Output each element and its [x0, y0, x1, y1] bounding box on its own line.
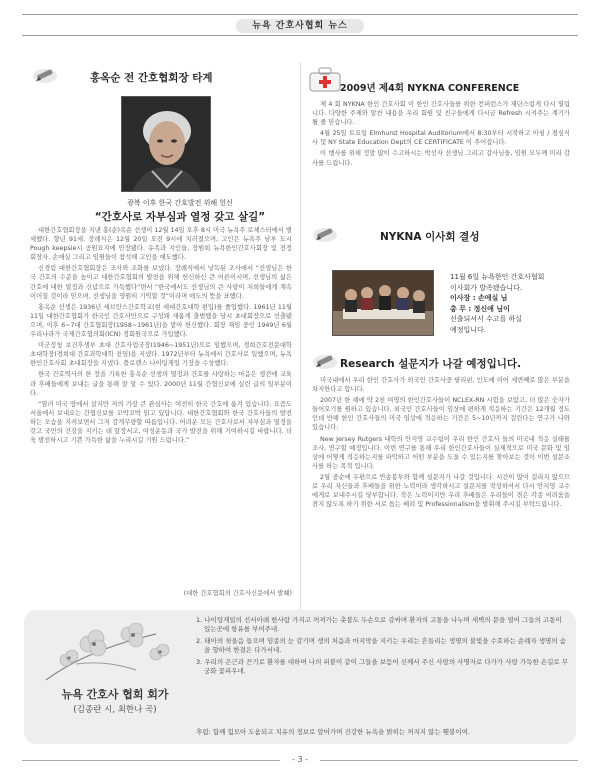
verse: 3. 우리의 은근과 끈기로 환자를 대하며 나의 피붙이 같이 그들을 보듬어 신께서 주신 사랑의 사명자로 다가가 사랑 가득한 손길로 무궁화 꽃피우네.	[196, 657, 568, 676]
paragraph: 4월 25일 토요일 Elmhurst Hospital Auditorium에서 8:30부터 시작하고 아침 / 점심식사 및 NY State Education Dept의 CE CERTIFICATE 이 주어집니다.	[312, 130, 570, 147]
anthem-verses	[196, 616, 570, 678]
board-line: 11월 6일 뉴욕한인 간호사협회	[450, 273, 545, 281]
board-info	[450, 272, 570, 335]
paragraph: 이 행사를 위해 정말 많이 수고하시는 박선자 선생님 그리고 감사님들, 임원 모두께 미리 감사를 드립니다.	[312, 150, 570, 167]
pen-icon	[312, 352, 338, 370]
paragraph: 미국내에서 우리 한인 간호사가 외국인 간호사중 필리핀, 인도에 이어 세번째로 많은 부분을 차지한다고 합니다.	[312, 377, 570, 394]
paragraph: 신경림 대한간호협회장은 조사와 조화를 보냈다. 장례식에서 낭독된 조사에서 “선생님은 한국 간호의 수준을 높이고 대한간호협회의 발전을 위해 헌신하신 큰 어른이시며, 선생님의 삶은 간호에 대한 열정과 신념으로 가득했다”면서 “한국에서도 선생님의 큰 사랑이 저희들에게 계속 이어질 것이라 믿으며, 선생님을 영원히 기억할 것”이라며 애도의 뜻을 표했다.	[30, 265, 292, 300]
column-divider	[300, 62, 301, 642]
quote-title: “간호사로 자부심과 열정 갖고 살길”	[94, 211, 266, 223]
paragraph: 제 4 회 NYKNA 한인 간호사회 이 한인 간호사들를 위한 컨퍼런스가 재단스럽게 다시 열립니다. 다양한 주제와 알찬 내용을 우리 회원 및 친구들에게 다시금 Refresh 시켜주는 계기가 될 줄 믿습니다.	[312, 101, 570, 127]
board-line: 이사회가 발족됐습니다.	[450, 283, 523, 292]
obituary-heading: 홍옥순 전 간호협회장 타계	[90, 72, 213, 84]
first-aid-kit-icon	[308, 64, 342, 94]
board-line: 이사장 : 손애실 님	[450, 294, 508, 302]
verse: 2. 태아의 첫울음 들으며 임종의 눈 감기며 생의 처음과 마지막을 지키는 우리는 흔들리는 생명의 불빛을 수호하는 순례자 생명의 숨을 향하여 한결은 다가서네.	[196, 636, 566, 655]
anthem-credit: (김종란 시, 최한나 곡)	[73, 705, 157, 715]
paragraph: 한국 간호역사의 한 장을 기록한 홍옥순 선생의 열정과 간호를 사랑하는 마음은 생전에 교육과 후배들에게 보내는 글을 통해 잘 알 수 있다. 2000년 11월 간협신보에 실린 글의 일부분이다.	[30, 371, 292, 397]
flower-illustration	[36, 620, 186, 684]
research-body	[312, 376, 570, 511]
portrait-photo	[121, 96, 211, 192]
research-heading: Research 설문지가 나갈 예정입니다.	[340, 358, 522, 370]
obituary-body	[30, 226, 292, 447]
newsletter-title: 뉴욕 간호사협회 뉴스	[236, 19, 364, 33]
board-heading: NYKNA 이사회 결성	[380, 231, 480, 243]
anthem-title: 뉴욕 간호사 협회 회가	[61, 688, 169, 701]
paragraph: 홍옥순 선생은 1936년 세브란스간호학교(현 세대간호대학 편입)를 졸업했다. 1961년 11월 11일 대한간호협회가 한국인 간호사만으로 구성돼 새롭게 출범했을 당시 초대회장으로 선출됐으며, 이후 6~7대 간호협회장(1958~1961년)을 맡아 헌신했다. 회장 재임 중인 1949년 6월 우리나라가 국제간호협의회(ICN) 정회원국으로 가입했다.	[30, 303, 292, 339]
paragraph: “열러 미국 땅에서 살지만 저의 가장 큰 관심사는 여전히 한국 간호에 옮겨 있습니다. 요즘도 서울에서 보내오는 간협신보를 꼬박꼬박 읽고 있답니다. 대한간호협회와 한국 간호사들의 발전하는 모습을 지켜보면서 그저 감개무량할 따름입니다. 어려운 모든 간호사로서 자부심과 열정을 갖고 국민의 건강을 지키는 데 앞장서고, 여성운동과 국가 발전을 위해 기여하시길 바랍니다. 더욱 발전하시고 기쁜 가득한 삶을 누리시길 기원 드립니다.”	[30, 400, 292, 445]
paragraph: New Jersey Rutgers 대학의 안지영 교수팀이 우리 한인 간호사 들의 미국내 적응 실태를 조사, 연구할 예정입니다. 이번 연구를 통해 우리 한인간호사들이 실제적으로 미국 문화 및 임상에 어떻게 적응하는지를 파악하고 어떤 부분을 도울 수 있는지를 찾아보는 것이 이번 설문조사를 하는 목적 입니다.	[312, 435, 570, 470]
board-meeting-photo	[332, 270, 434, 336]
portrait-caption: 광복 이후 한국 간호발전 위해 헌신	[127, 199, 233, 207]
board-line: 예정입니다.	[450, 325, 487, 334]
conference-title: 2009년 제4회 NYKNA CONFERENCE	[340, 83, 520, 94]
paragraph: 2월 중순에 우편으로 반송봉투와 함께 설문지가 나갈 것입니다. 시간이 많이 걸리지 않으므로 우리 자신들과 후배들을 위한 노력이라 생각하시고 설문지를 작성하셔서 다시 안지영 교수에게로 보내주시길 당부합니다. 작은 노력이지만 우리 후배들은 우리들이 겪은 각종 어려움을 겪지 않도록 하기 위한 서로 돕는 배려 및 Professionalism을 발휘해 주시길 부탁드립니다.	[312, 473, 570, 509]
verse: 1. 나이팅게일의 선서아래 한사람 가지고 꺼져가는 촛불도 두손으로 감싸며 환자의 고통을 나누며 새벽의 문을 열어 그들의 고통이 있는곳에 항유를 부어주네.	[196, 616, 562, 634]
anthem-refrain: 후렴: 함께 힘모아 도움되고 치유의 정보로 앞어가며 건강한 뉴욕을 밝히는 꺼지지 않는 횃불이여.	[196, 728, 470, 736]
pen-icon	[312, 225, 338, 243]
paragraph: 대한간호협회장을 지낸 홍(순)옥순 선생이 12월 14일 오후 8시 미국 뉴욕주 로체스터에서 별세했다. 향년 91세. 장례식은 12월 20일 오전 9시에 치러졌으며, 고인은 뉴욕주 남부 도시 Pough keepsie시 공원묘지에 안장됐다. 유족과 지인들, 장원희 뉴욕한인간호사회장 및 전정 회장자, 손애실 그리고 임원들이 참석해 고인을 애도했다.	[30, 227, 292, 262]
conference-body	[312, 100, 570, 170]
page-number: - 3 -	[292, 755, 308, 764]
paragraph: 2007년 한 해에 약 2천 여명의 한인간호사들이 NCLEX-RN 시험을 보았고, 더 많은 숫자가 들어오기를 원하고 있습니다. 외국인 간호사들이 임상에 편하게 적응하는 기간은 12개월 정도인데 반해 한인 간호사들의 미국 임상에 적응하는 기간은 5~10년까지 걸린다는 연구가 나와 있습니다.	[312, 397, 570, 432]
pen-icon	[32, 66, 58, 84]
paragraph: 미군정청 보건후생부 초대 간호사업국장(1946~1951년)으로 일했으며, 경희간호전문대학 초대학장(경희대 간호과학대학 전임)을 지냈다. 1972년부터 뉴욕에서 간호사로 일했으며, 뉴욕한인간호사회 초대회장을 지냈다. 플로렌스 나이팅게일 기장을 수상했다.	[30, 342, 292, 368]
board-line: 선출되셔서 수고를 하실	[450, 315, 523, 323]
board-line: 총 무 : 정신애 님이	[450, 304, 510, 313]
obituary-source: (대한 간호협회의 간호사신문에서 발췌)	[183, 590, 292, 597]
